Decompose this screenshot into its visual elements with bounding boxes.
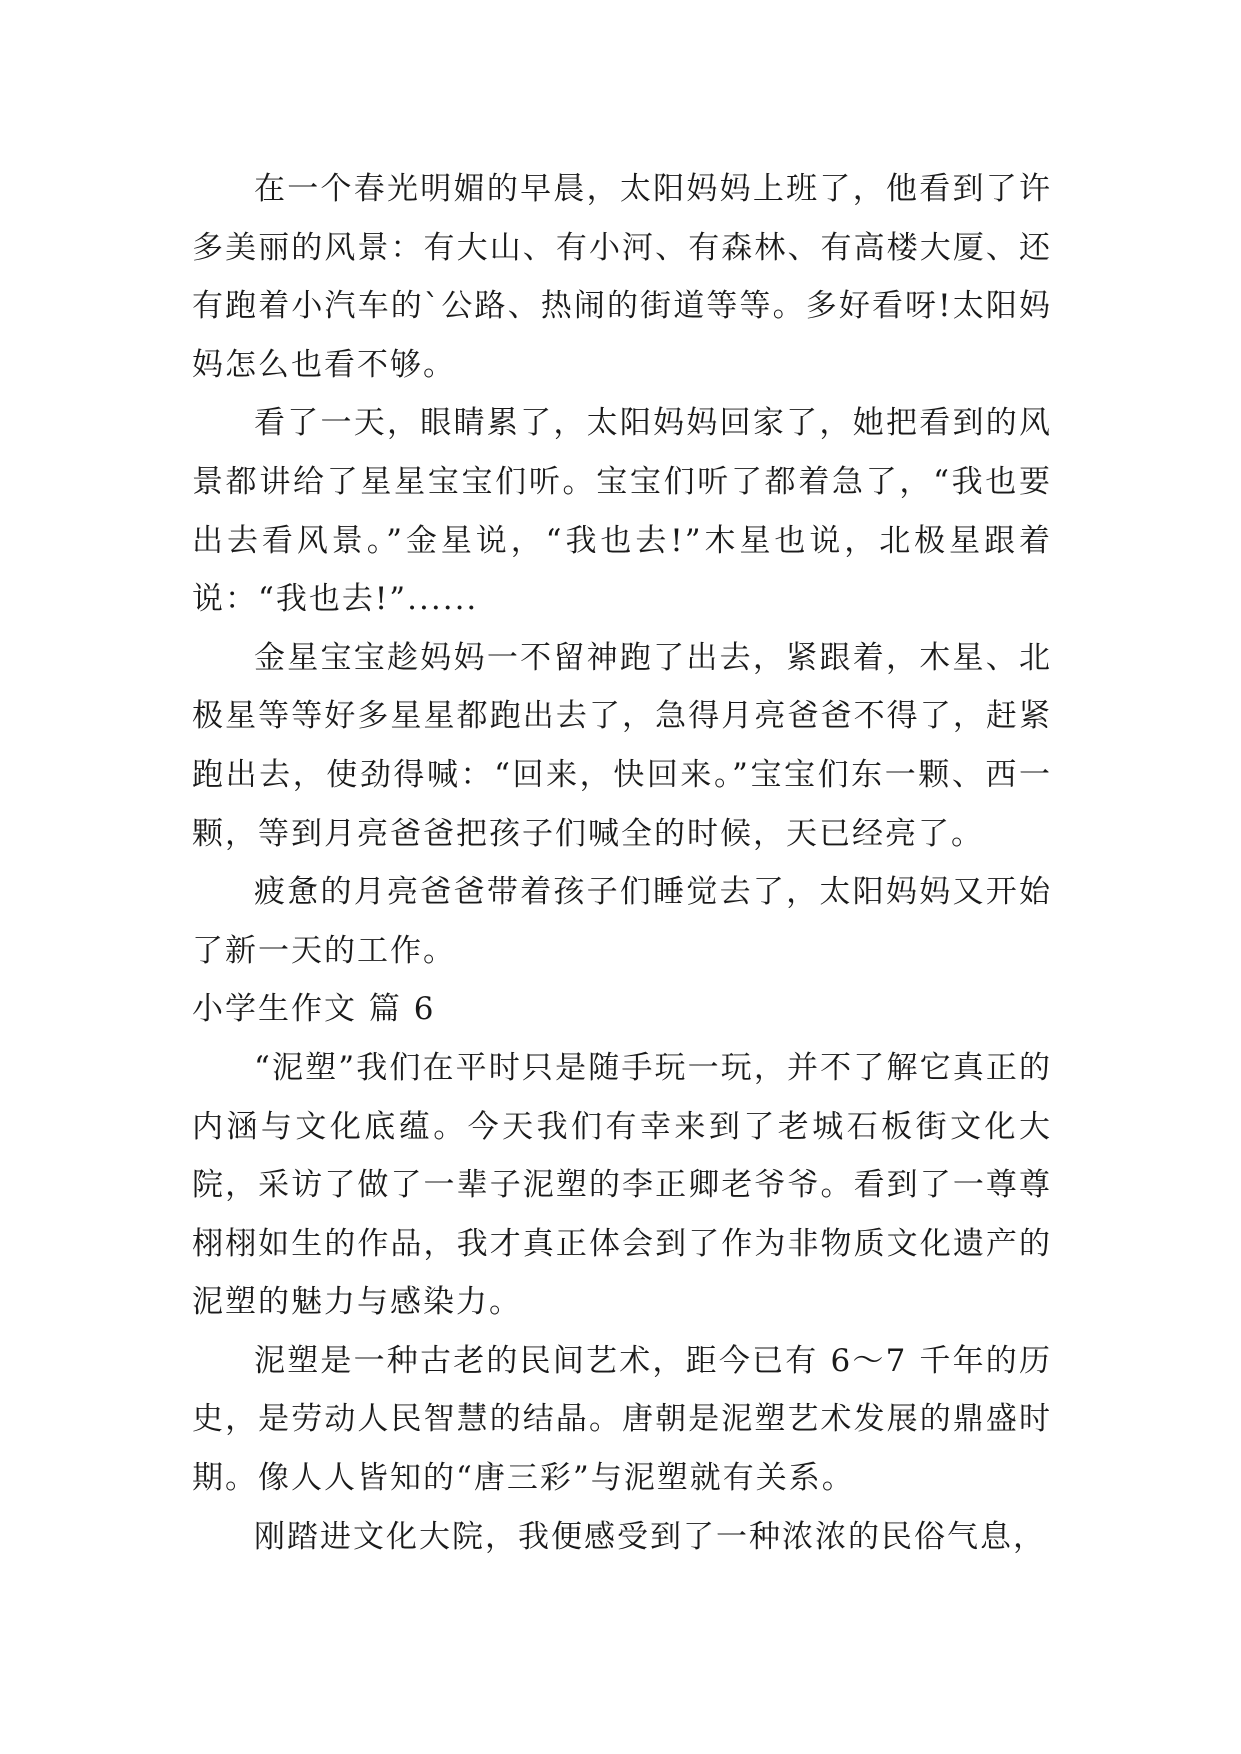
document-body (192, 160, 1052, 1566)
paragraph: 在一个春光明媚的早晨，太阳妈妈上班了，他看到了许多美丽的风景：有大山、有小河、有森林、有高楼大厦、还有跑着小汽车的`公路、热闹的街道等等。多好看呀!太阳妈妈怎么也看不够。 (192, 171, 1052, 383)
section-heading: 小学生作文 篇 6 (192, 991, 436, 1028)
paragraph: 金星宝宝趁妈妈一不留神跑了出去，紧跟着，木星、北极星等等好多星星都跑出去了，急得月亮爸爸不得了，赶紧跑出去，使劲得喊：“回来，快回来。”宝宝们东一颗、西一颗，等到月亮爸爸把孩子们喊全的时候，天已经亮了。 (192, 639, 1052, 852)
paragraph: 泥塑是一种古老的民间艺术，距今已有 6～7 千年的历史，是劳动人民智慧的结晶。唐朝是泥塑艺术发展的鼎盛时期。像人人皆知的“唐三彩”与泥塑就有关系。 (192, 1342, 1052, 1497)
paragraph: 疲惫的月亮爸爸带着孩子们睡觉去了，太阳妈妈又开始了新一天的工作。 (192, 874, 1052, 969)
paragraph: “泥塑”我们在平时只是随手玩一玩，并不了解它真正的内涵与文化底蕴。今天我们有幸来到了老城石板街文化大院，采访了做了一辈子泥塑的李正卿老爷爷。看到了一尊尊栩栩如生的作品，我才真正体会到了作为非物质文化遗产的泥塑的魅力与感染力。 (192, 1049, 1052, 1321)
paragraph: 刚踏进文化大院，我便感受到了一种浓浓的民俗气息， (254, 1518, 1046, 1555)
paragraph: 看了一天，眼睛累了，太阳妈妈回家了，她把看到的风景都讲给了星星宝宝们听。宝宝们听了都着急了，“我也要出去看风景。”金星说，“我也去!”木星也说，北极星跟着说：“我也去!”...... (192, 405, 1052, 618)
